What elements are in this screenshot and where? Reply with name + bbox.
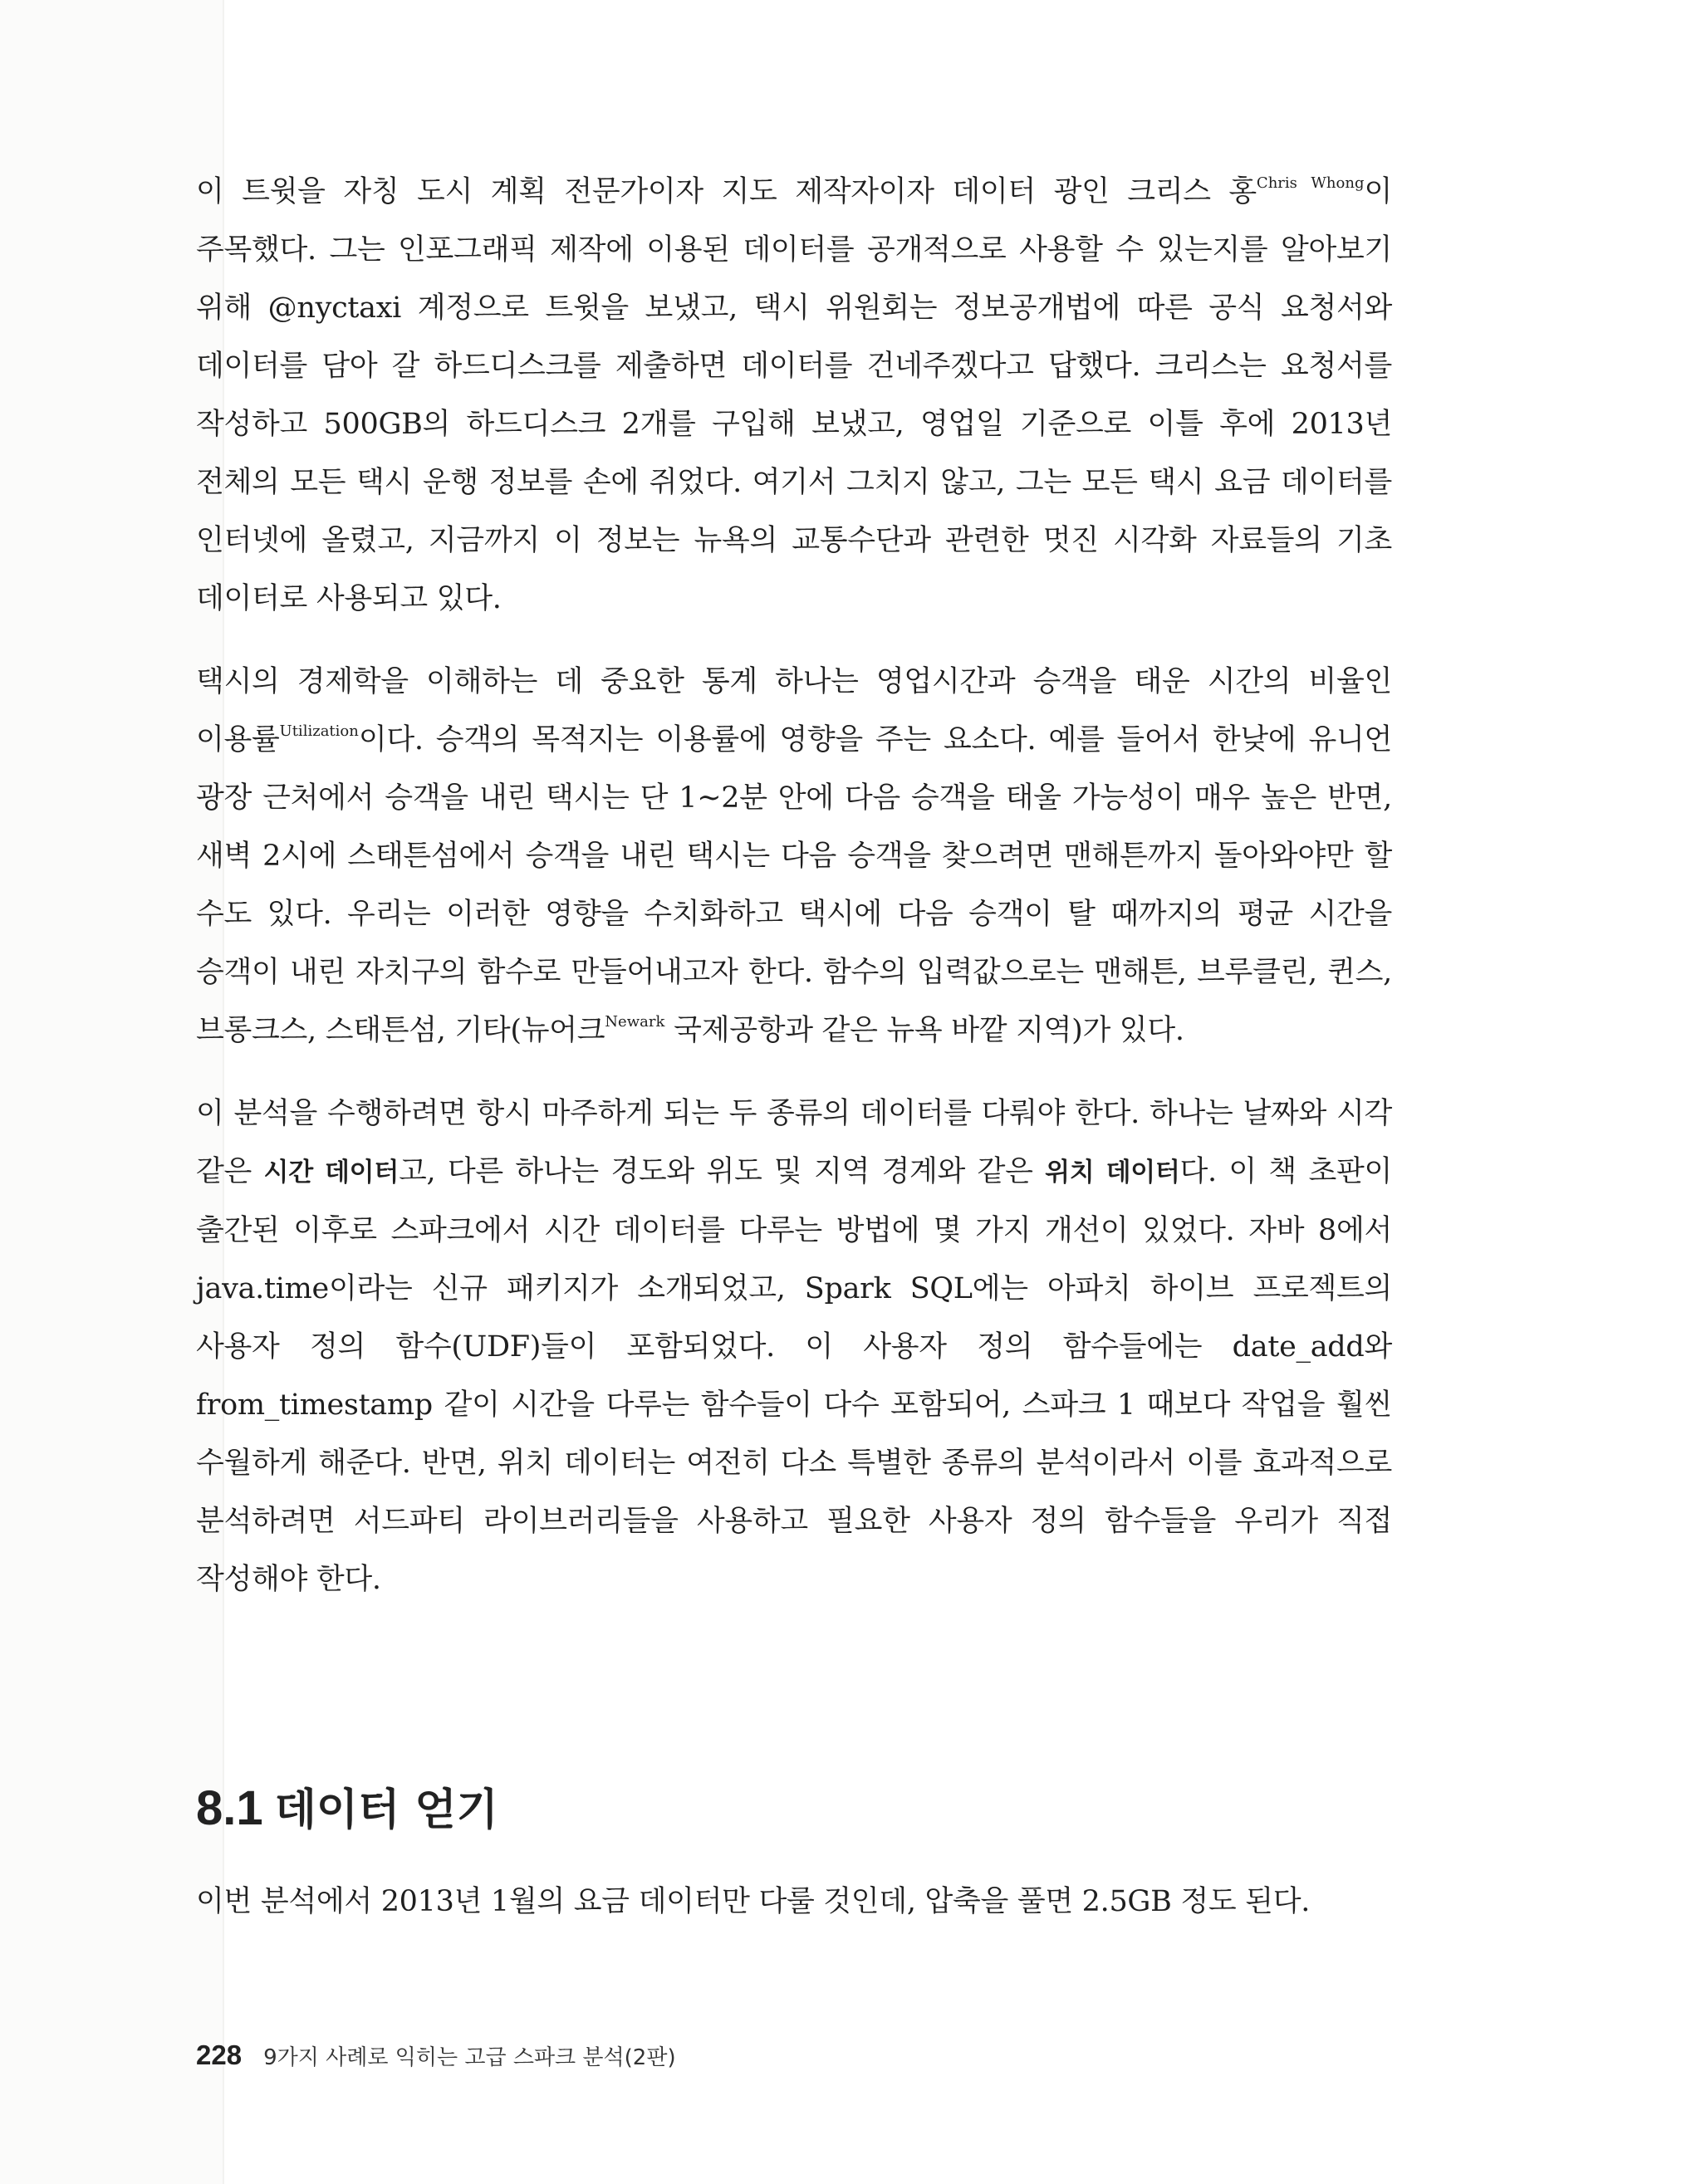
page-number: 228 bbox=[196, 2040, 243, 2070]
paragraph-time-location-data bbox=[196, 1085, 1392, 1609]
section-body: 이번 분석에서 2013년 1월의 요금 데이터만 다룰 것인데, 압축을 풀면 2.5GB 정도 된다. bbox=[196, 1885, 1311, 1918]
paragraph-text: 이 트윗을 자칭 도시 계획 전문가이자 지도 제작자이자 데이터 광인 크리스 홍 bbox=[196, 175, 1257, 208]
english-term: Chris Whong bbox=[1256, 174, 1365, 192]
english-term: Newark bbox=[605, 1013, 665, 1031]
page-footer bbox=[196, 2040, 676, 2081]
paragraph-text: 국제공항과 같은 뉴욕 바깥 지역)가 있다. bbox=[664, 1014, 1184, 1047]
paragraph-utilization bbox=[196, 653, 1392, 1060]
keyword-location-data: 위치 데이터 bbox=[1045, 1158, 1180, 1187]
section-number: 8.1 bbox=[196, 1781, 263, 1835]
paragraph-text: 다. 이 책 초판이 출간된 이후로 스파크에서 시간 데이터를 다루는 방법에 몇 가지 개선이 있었다. 자바 8에서 java.time이라는 신규 패키지가 소개되었고, Spark SQL에는 아파치 하이브 프로젝트의 사용자 정의 함수(UDF)들이 포함되었다. 이 사용자 정의 함수들에는 date_add와 from_timestamp 같이 시간을 다루는 함수들이 다수 포함되어, 스파크 1 때보다 작업을 훨씬 수월하게 해준다. 반면, 위치 데이터는 여전히 다소 특별한 종류의 분석이라서 이를 효과적으로 분석하려면 서드파티 라이브러리들을 사용하고 필요한 사용자 정의 함수들을 우리가 직접 작성해야 한다. bbox=[196, 1155, 1392, 1596]
paragraph-text: 고, 다른 하나는 경도와 위도 및 지역 경계와 같은 bbox=[398, 1155, 1046, 1188]
paragraph-text: 택시의 경제학을 이해하는 데 중요한 통계 하나는 영업시간과 승객을 태운 시간의 비율인 이용률 bbox=[196, 665, 1392, 757]
section-title: 데이터 얻기 bbox=[274, 1785, 498, 1835]
section-heading bbox=[196, 1775, 498, 1844]
paragraph-text: 이 주목했다. 그는 인포그래픽 제작에 이용된 데이터를 공개적으로 사용할 수 있는지를 알아보기 위해 @nyctaxi 계정으로 트윗을 보냈고, 택시 위원회는 정보공개법에 따른 공식 요청서와 데이터를 담아 갈 하드디스크를 제출하면 데이터를 건네주겠다고 답했다. 크리스는 요청서를 작성하고 500GB의 하드디스크 2개를 구입해 보냈고, 영업일 기준으로 이틀 후에 2013년 전체의 모든 택시 운행 정보를 손에 쥐었다. 여기서 그치지 않고, 그는 모든 택시 요금 데이터를 인터넷에 올렸고, 지금까지 이 정보는 뉴욕의 교통수단과 관련한 멋진 시각화 자료들의 기초 데이터로 사용되고 있다. bbox=[196, 175, 1392, 615]
book-title: 9가지 사례로 익히는 고급 스파크 분석(2판) bbox=[263, 2045, 676, 2070]
english-term: Utilization bbox=[279, 722, 359, 740]
paragraph-text: 이 분석을 수행하려면 항시 마주하게 되는 두 종류의 데이터를 다뤄야 한다. 하나는 날짜와 시각 같은 bbox=[196, 1097, 1392, 1188]
body-text bbox=[196, 163, 1392, 1633]
keyword-time-data: 시간 데이터 bbox=[263, 1158, 399, 1187]
paragraph-chris-whong bbox=[196, 163, 1392, 628]
page-gutter-shade bbox=[0, 0, 223, 2184]
paragraph-text: 이다. 승객의 목적지는 이용률에 영향을 주는 요소다. 예를 들어서 한낮에 유니언 광장 근처에서 승객을 내린 택시는 단 1~2분 안에 다음 승객을 태울 가능성이 매우 높은 반면, 새벽 2시에 스태튼섬에서 승객을 내린 택시는 다음 승객을 찾으려면 맨해튼까지 돌아와야만 할 수도 있다. 우리는 이러한 영향을 수치화하고 택시에 다음 승객이 탈 때까지의 평균 시간을 승객이 내린 자치구의 함수로 만들어내고자 한다. 함수의 입력값으로는 맨해튼, 브루클린, 퀸스, 브롱크스, 스태튼섬, 기타(뉴어크 bbox=[196, 723, 1392, 1047]
